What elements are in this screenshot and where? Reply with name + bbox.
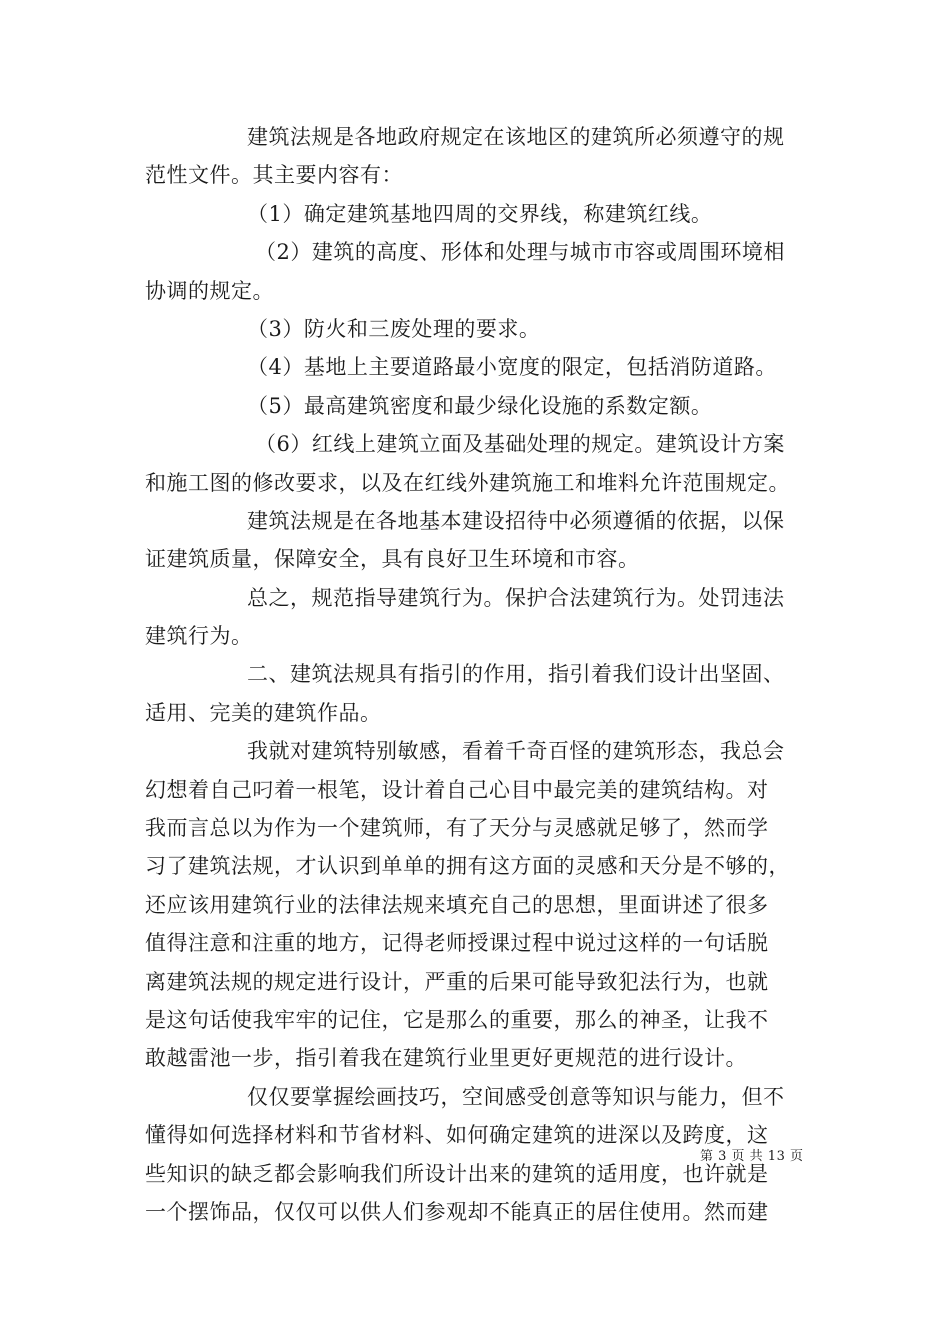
section-heading: 二、建筑法规具有指引的作用，指引着我们设计出坚固、: [247, 662, 785, 687]
text-line: 建筑法规是各地政府规定在该地区的建筑所必须遵守的规: [247, 125, 785, 149]
list-item: （2）建筑的高度、形体和处理与城市市容或周围环境相: [255, 240, 785, 265]
text-line: 协调的规定。: [145, 278, 274, 303]
text-line: 幻想着自己叼着一根笔，设计着自己心目中最完美的建筑结构。对: [145, 777, 769, 802]
text-line: 和施工图的修改要求，以及在红线外建筑施工和堆料允许范围规定。: [145, 470, 790, 495]
text-line: 建筑行为。: [145, 624, 253, 649]
list-item: （3）防火和三废处理的要求。: [247, 316, 541, 341]
text-line: 仅仅要掌握绘画技巧，空间感受创意等知识与能力，但不: [247, 1084, 785, 1109]
text-line: 建筑法规是在各地基本建设招待中必须遵循的依据，以保: [247, 508, 785, 533]
list-item: （5）最高建筑密度和最少绿化设施的系数定额。: [247, 393, 713, 418]
text-line: 懂得如何选择材料和节省材料、如何确定建筑的进深以及跨度，这: [145, 1123, 769, 1148]
text-line: 证建筑质量，保障安全，具有良好卫生环境和市容。: [145, 547, 640, 572]
list-item: （4）基地上主要道路最小宽度的限定，包括消防道路。: [247, 355, 777, 380]
list-item: （6）红线上建筑立面及基础处理的规定。建筑设计方案: [255, 432, 785, 457]
text-line: 一个摆饰品，仅仅可以供人们参观却不能真正的居住使用。然而建: [145, 1199, 769, 1224]
text-line: 我而言总以为作为一个建筑师，有了天分与灵感就足够了，然而学: [145, 816, 769, 841]
text-line: 范性文件。其主要内容有：: [145, 163, 403, 188]
text-line: 是这句话使我牢牢的记住，它是那么的重要，那么的神圣，让我不: [145, 1007, 769, 1032]
text-line: 习了建筑法规，才认识到单单的拥有这方面的灵感和天分是不够的，: [145, 854, 790, 879]
text-line: 离建筑法规的规定进行设计，严重的后果可能导致犯法行为，也就: [145, 969, 769, 994]
section-heading: 适用、完美的建筑作品。: [145, 700, 382, 725]
list-item: （1）确定建筑基地四周的交界线，称建筑红线。: [247, 201, 713, 226]
text-line: 我就对建筑特别敏感，看着千奇百怪的建筑形态，我总会: [247, 739, 785, 764]
page-number: 第 3 页 共 13 页: [700, 1149, 804, 1164]
text-line: 值得注意和注重的地方，记得老师授课过程中说过这样的一句话脱: [145, 931, 769, 956]
text-line: 些知识的缺乏都会影响我们所设计出来的建筑的适用度，也许就是: [145, 1161, 769, 1186]
text-line: 敢越雷池一步，指引着我在建筑行业里更好更规范的进行设计。: [145, 1046, 747, 1071]
text-line: 还应该用建筑行业的法律法规来填充自己的思想，里面讲述了很多: [145, 892, 769, 917]
body-text: [145, 118, 807, 1231]
text-line: 总之，规范指导建筑行为。保护合法建筑行为。处罚违法: [247, 585, 785, 610]
